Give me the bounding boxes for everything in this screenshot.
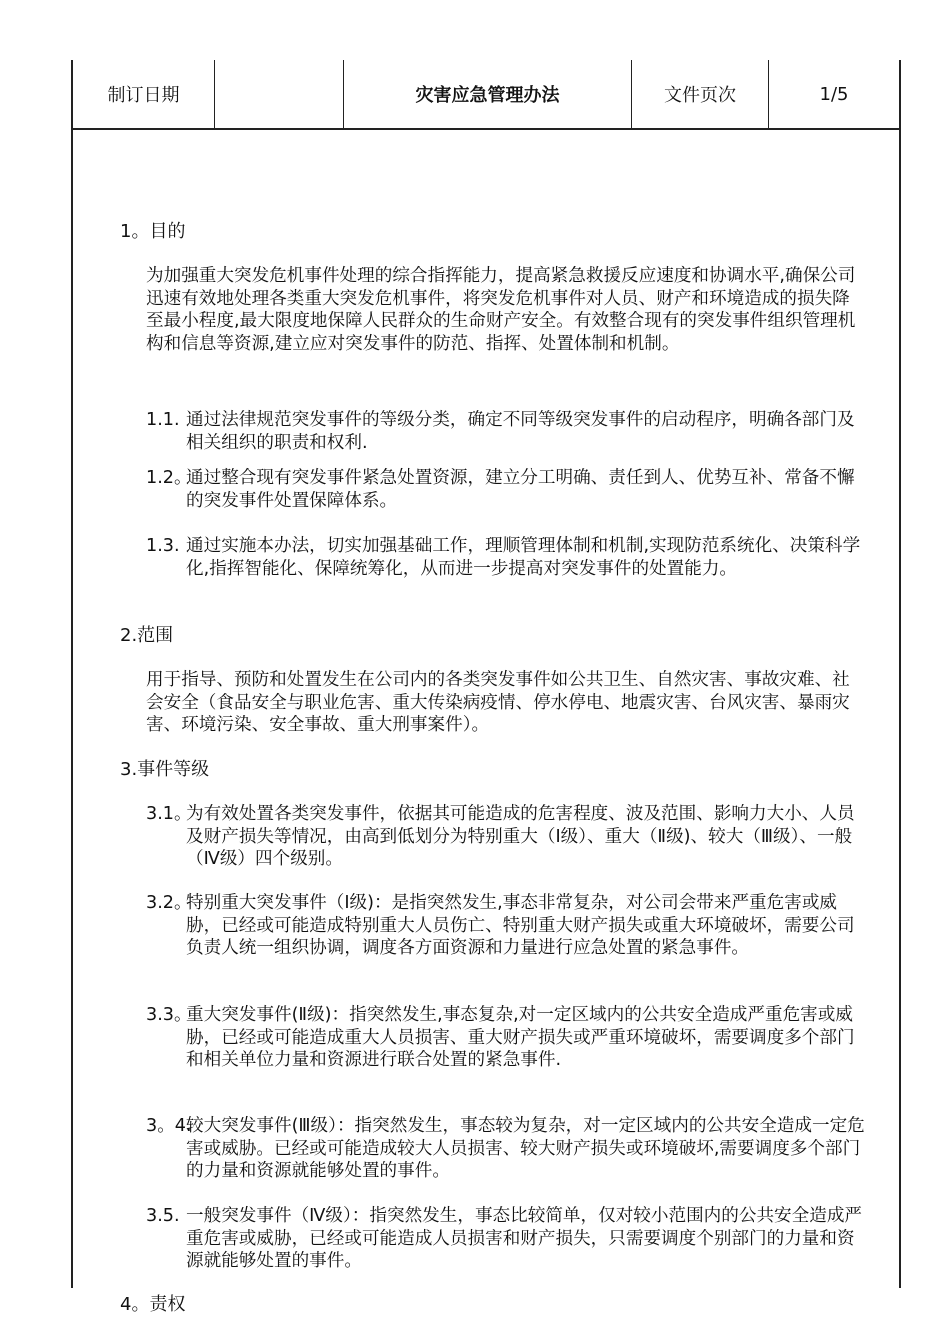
item-text: 一般突发事件（Ⅳ级）：指突然发生，事态比较简单，仅对较小范围内的公共安全造成严重危害或威胁，已经或可能造成人员损害和财产损失，只需要调度个别部门的力量和资源就能够处置的事件。 bbox=[186, 1206, 863, 1271]
section-4-heading: 4。责权 bbox=[120, 1294, 186, 1315]
item-3-5 bbox=[146, 1205, 866, 1273]
page-label: 文件页次 bbox=[632, 60, 769, 128]
item-text: 通过法律规范突发事件的等级分类，确定不同等级突发事件的启动程序，明确各部门及相关组织的职责和权利. bbox=[186, 410, 855, 453]
item-number: 3.5. bbox=[146, 1206, 180, 1226]
date-value bbox=[215, 60, 344, 128]
document-frame bbox=[71, 60, 901, 1315]
item-3-4 bbox=[146, 1115, 866, 1183]
item-text: 通过实施本办法，切实加强基础工作，理顺管理体制和机制,实现防范系统化、决策科学化,指挥智能化、保障统筹化，从而进一步提高对突发事件的处置能力。 bbox=[186, 536, 861, 579]
item-number: 3。4. bbox=[146, 1116, 192, 1136]
item-number: 3.2。 bbox=[146, 893, 192, 913]
item-3-3 bbox=[146, 1004, 866, 1072]
section-2-paragraph: 用于指导、预防和处置发生在公司内的各类突发事件如公共卫生、自然灾害、事故灾难、社会安全（食品安全与职业危害、重大传染病疫情、停水停电、地震灾害、台风灾害、暴雨灾害、环境污染、安全事故、重大刑事案件）。 bbox=[146, 670, 850, 735]
item-number: 3.3。 bbox=[146, 1005, 192, 1025]
section-3-heading: 3.事件等级 bbox=[120, 759, 210, 780]
item-number: 1.3. bbox=[146, 536, 180, 556]
item-number: 1.2。 bbox=[146, 468, 192, 488]
item-text: 较大突发事件(Ⅲ级）：指突然发生，事态较为复杂，对一定区域内的公共安全造成一定危害或威胁。已经或可能造成较大人员损害、较大财产损失或环境破坏,需要调度多个部门的力量和资源就能够处置的事件。 bbox=[186, 1116, 865, 1181]
item-1-2 bbox=[146, 467, 866, 512]
item-3-2 bbox=[146, 892, 866, 960]
section-1-paragraph: 为加强重大突发危机事件处理的综合指挥能力，提高紧急救援反应速度和协调水平,确保公司迅速有效地处理各类重大突发危机事件，将突发危机事件对人员、财产和环境造成的损失降至最小程度,最大限度地保障人民群众的生命财产安全。有效整合现有的突发事件组织管理机构和信息等资源,建立应对突发事件的防范、指挥、处置体制和机制。 bbox=[146, 266, 856, 354]
item-text: 特别重大突发事件（Ⅰ级)：是指突然发生,事态非常复杂，对公司会带来严重危害或威胁，已经或可能造成特别重大人员伤亡、特别重大财产损失或重大环境破坏，需要公司负责人统一组织协调，调度各方面资源和力量进行应急处置的紧急事件。 bbox=[186, 893, 855, 958]
section-2-heading: 2.范围 bbox=[120, 625, 174, 646]
date-label: 制订日期 bbox=[73, 60, 215, 128]
item-number: 3.1。 bbox=[146, 804, 192, 824]
item-1-1 bbox=[146, 409, 866, 454]
section-1-heading: 1。目的 bbox=[120, 221, 186, 242]
header-table bbox=[73, 60, 899, 130]
item-number: 1.1. bbox=[146, 410, 180, 430]
item-text: 重大突发事件(Ⅱ级)：指突然发生,事态复杂,对一定区域内的公共安全造成严重危害或威胁，已经或可能造成重大人员损害、重大财产损失或严重环境破坏，需要调度多个部门和相关单位力量和资源进行联合处置的紧急事件. bbox=[186, 1005, 855, 1070]
document-title: 灾害应急管理办法 bbox=[344, 60, 632, 128]
item-3-1 bbox=[146, 803, 866, 871]
item-1-3 bbox=[146, 535, 866, 580]
item-text: 通过整合现有突发事件紧急处置资源，建立分工明确、责任到人、优势互补、常备不懈的突发事件处置保障体系。 bbox=[186, 468, 855, 511]
item-text: 为有效处置各类突发事件，依据其可能造成的危害程度、波及范围、影响力大小、人员及财产损失等情况，由高到低划分为特别重大（Ⅰ级）、重大（Ⅱ级)、较大（Ⅲ级）、一般（Ⅳ级）四个级别。 bbox=[186, 804, 855, 869]
page-number: 1/5 bbox=[819, 83, 849, 105]
